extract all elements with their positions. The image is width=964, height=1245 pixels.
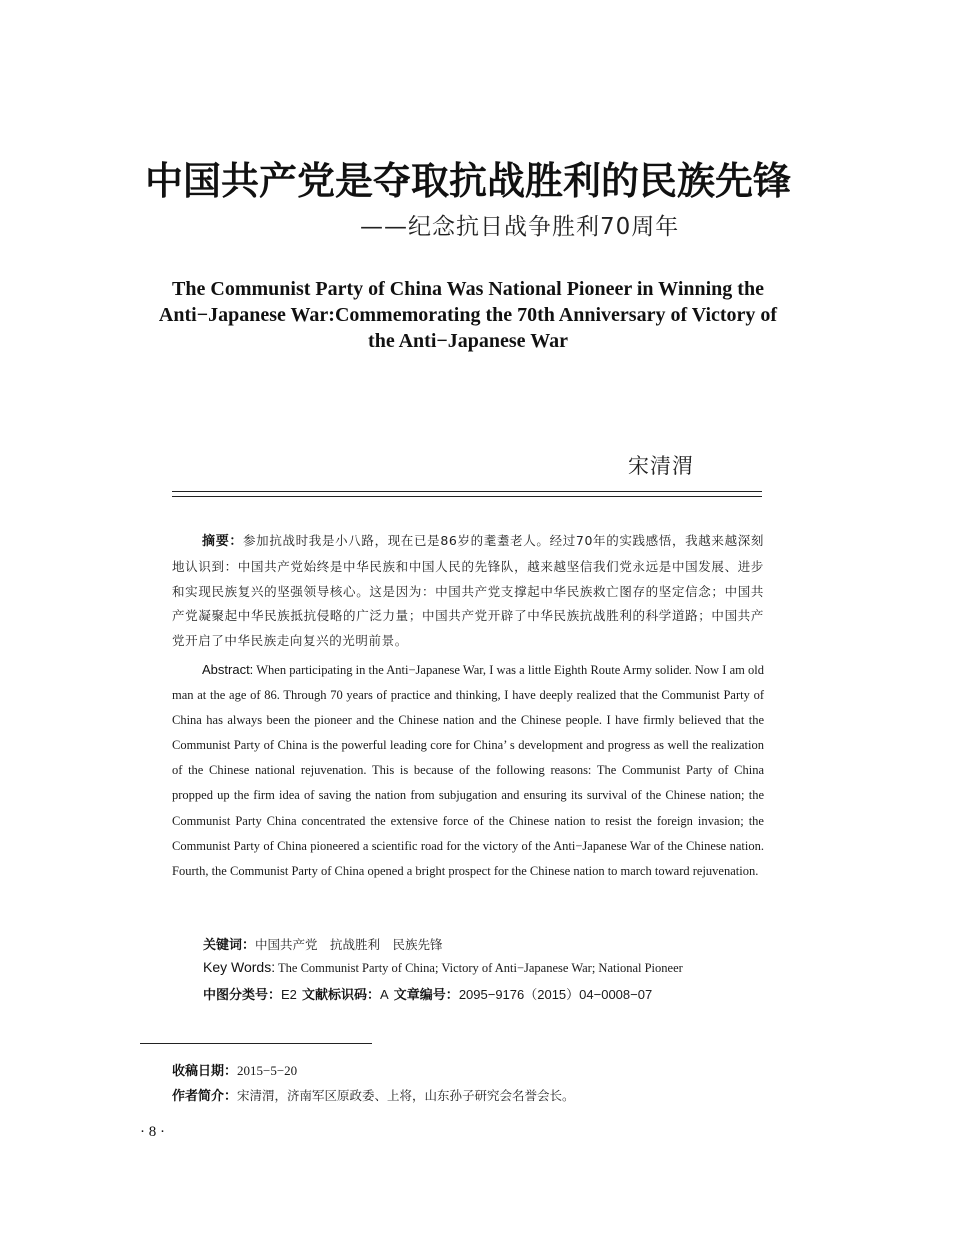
article-number-label: 文章编号： xyxy=(393,988,459,1003)
doc-code-value: A xyxy=(380,987,389,1002)
keywords-en-label: Key Words: xyxy=(203,959,276,975)
abstract-cn-label: 摘要： xyxy=(202,534,244,549)
bio-value: 宋清渭，济南军区原政委、上将，山东孙子研究会名誉会长。 xyxy=(237,1088,575,1103)
clc-label: 中图分类号： xyxy=(203,988,282,1003)
keywords-cn-label: 关键词： xyxy=(203,938,256,953)
footnote-divider xyxy=(140,1043,372,1044)
abstract-en-label: Abstract: xyxy=(202,662,254,677)
doc-code-label: 文献标识码： xyxy=(302,988,381,1003)
article-title-chinese: 中国共产党是夺取抗战胜利的民族先锋 xyxy=(144,159,791,203)
received-value: 2015−5−20 xyxy=(237,1063,298,1078)
abstract-english xyxy=(172,657,764,884)
classification-line xyxy=(203,984,652,1003)
abstract-chinese xyxy=(172,529,764,654)
author-name: 宋清渭 xyxy=(628,454,694,478)
abstract-en-text: When participating in the Anti−Japanese War, I was a little Eighth Route Army solider. Now I am old man at the age of 86. Through 70 years of practice and thinking, I have deeply realized that the Communist Party of China has always been the pioneer and the Chinese nation and the Chinese people. I have firmly believed that the Communist Party of China is the powerful leading core for China’ s development and progress as well the realization of the Chinese national rejuvenation. This is because of the following reasons: The Communist Party of China propped up the firm idea of saving the nation from subjugation and ensuring its survival of the Chinese nation; the Communist Party China concentrated the extensive force of the Chinese nation to resist the foreign invasion; the Communist Party of China pioneered a scientific road for the victory of the Anti−Japanese War of the Chinese nation. Fourth, the Communist Party of China opened a bright prospect for the Chinese nation to march toward rejuvenation. xyxy=(172,663,764,878)
keywords-en-text: The Communist Party of China; Victory of Anti−Japanese War; National Pioneer xyxy=(278,961,683,975)
clc-value: E2 xyxy=(281,987,297,1002)
article-subtitle-chinese: ——纪念抗日战争胜利70周年 xyxy=(360,214,680,240)
author-divider-bottom xyxy=(172,496,762,497)
keywords-cn-items: 中国共产党 抗战胜利 民族先锋 xyxy=(255,937,443,952)
article-title-english xyxy=(140,276,796,354)
title-en-line-2: Anti−Japanese War:Commemorating the 70th Anniversary of Victory of xyxy=(158,304,778,326)
keywords-chinese xyxy=(203,934,443,953)
page-number: · 8 · xyxy=(140,1124,165,1140)
author-bio xyxy=(172,1085,575,1104)
title-en-line-1: The Communist Party of China Was National Pioneer in Winning the xyxy=(172,278,764,300)
received-label: 收稿日期： xyxy=(172,1064,238,1079)
abstract-cn-text: 参加抗战时我是小八路，现在已是86岁的耄耋老人。经过70年的实践感悟，我越来越深刻地认识到：中国共产党始终是中华民族和中国人民的先锋队，越来越坚信我们党永远是中国发展、进步和实现民族复兴的坚强领导核心。这是因为：中国共产党支撑起中华民族救亡图存的坚定信念；中国共产党凝聚起中华民族抵抗侵略的广泛力量；中国共产党开辟了中华民族抗战胜利的科学道路；中国共产党开启了中华民族走向复兴的光明前景。 xyxy=(172,533,764,649)
bio-label: 作者简介： xyxy=(172,1089,238,1104)
title-en-line-3: the Anti−Japanese War xyxy=(368,330,568,352)
received-date xyxy=(172,1060,297,1079)
keywords-english xyxy=(203,959,683,976)
article-number-value: 2095−9176（2015）04−0008−07 xyxy=(458,987,653,1002)
author-divider-top xyxy=(172,491,762,492)
